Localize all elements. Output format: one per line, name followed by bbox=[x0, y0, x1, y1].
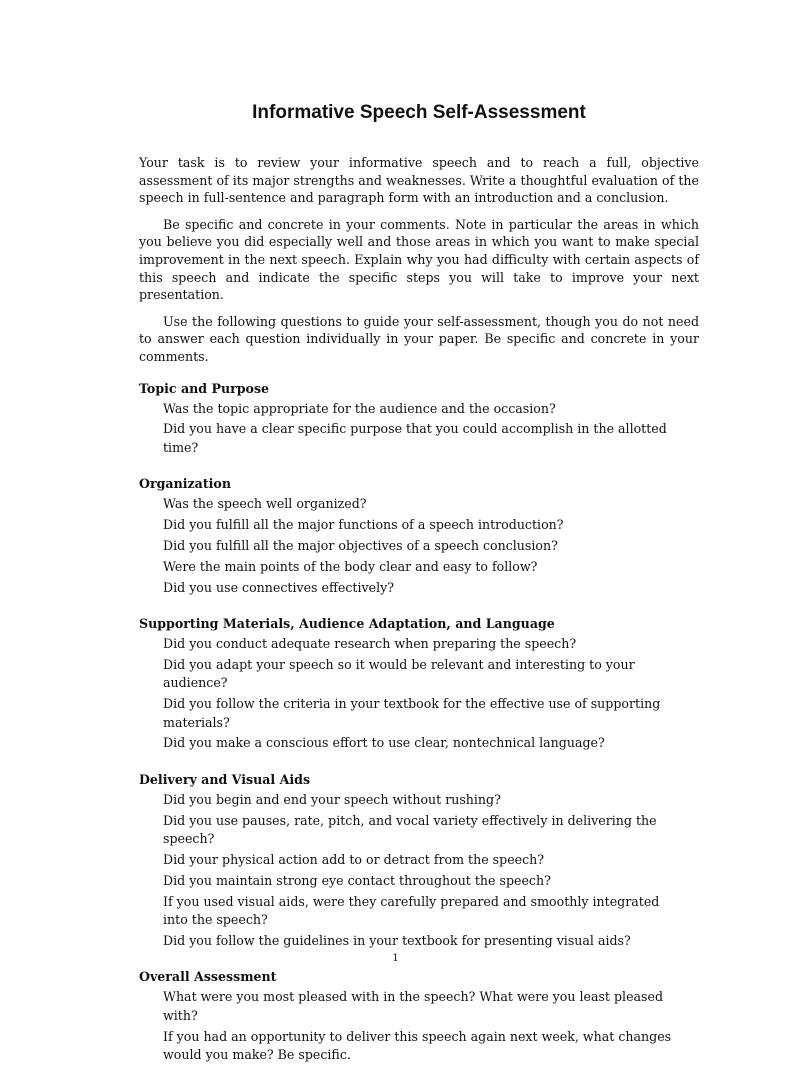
section-heading: Overall Assessment bbox=[139, 969, 277, 985]
section-organization bbox=[139, 475, 699, 597]
intro-paragraph: Your task is to review your informative speech and to reach a full, objective assessment of its major strengths and weaknesses. Write a thoughtful evaluation of the speech in full-sentence and paragraph form with an introduction and a conclusion. bbox=[139, 155, 699, 206]
section-supporting-materials bbox=[139, 615, 699, 753]
question-item: Was the topic appropriate for the audience and the occasion? bbox=[163, 400, 556, 416]
question-item: Did you follow the criteria in your textbook for the effective use of supporting materials? bbox=[163, 696, 661, 730]
question-item: Did you adapt your speech so it would be relevant and interesting to your audience? bbox=[163, 656, 635, 691]
section-overall-assessment bbox=[139, 968, 699, 1064]
instructions-paragraph: Use the following questions to guide your self-assessment, though you do not need to answer each question individually in your paper. Be specific and concrete in your comments. bbox=[139, 313, 699, 364]
guidance-paragraph: Be specific and concrete in your comments. Note in particular the areas in which you believe you did especially well and those areas in which you want to make special improvement in the next speech. Explain why you had difficulty with certain aspects of this speech and indicate the specific steps you will take to improve your next presentation. bbox=[139, 216, 699, 303]
question-item: If you had an opportunity to deliver this speech again next week, what changes would you make? Be specific. bbox=[163, 1028, 672, 1063]
question-item: Did you make a conscious effort to use clear, nontechnical language? bbox=[163, 735, 605, 751]
section-heading: Organization bbox=[139, 476, 231, 492]
question-item: Did you fulfill all the major objectives of a speech conclusion? bbox=[163, 537, 558, 553]
section-delivery-and-visual-aids bbox=[139, 771, 699, 950]
section-heading: Topic and Purpose bbox=[139, 380, 270, 396]
question-item: Were the main points of the body clear and easy to follow? bbox=[163, 558, 538, 574]
page-number: 1 bbox=[392, 953, 399, 964]
section-heading: Delivery and Visual Aids bbox=[139, 771, 311, 787]
question-item: If you used visual aids, were they carefully prepared and smoothly integrated into the speech? bbox=[163, 893, 660, 928]
question-item: Was the speech well organized? bbox=[163, 496, 367, 512]
question-item: Did you use pauses, rate, pitch, and vocal variety effectively in delivering the speech? bbox=[163, 812, 657, 847]
page-title: Informative Speech Self-Assessment bbox=[252, 102, 586, 123]
question-item: Did you follow the guidelines in your textbook for presenting visual aids? bbox=[163, 932, 631, 948]
question-item: Did you use connectives effectively? bbox=[163, 579, 394, 595]
question-item: Did you begin and end your speech without rushing? bbox=[163, 791, 501, 807]
question-item: Did you fulfill all the major functions of a speech introduction? bbox=[163, 517, 564, 533]
section-heading: Supporting Materials, Audience Adaptation, and Language bbox=[139, 616, 555, 632]
question-item: Did you conduct adequate research when preparing the speech? bbox=[163, 636, 577, 652]
question-item: Did you have a clear specific purpose that you could accomplish in the allotted time? bbox=[163, 421, 667, 455]
question-item: What were you most pleased with in the speech? What were you least pleased with? bbox=[163, 989, 664, 1023]
question-item: Did your physical action add to or detract from the speech? bbox=[163, 852, 545, 867]
section-topic-and-purpose bbox=[139, 380, 699, 458]
question-item: Did you maintain strong eye contact throughout the speech? bbox=[163, 872, 551, 888]
